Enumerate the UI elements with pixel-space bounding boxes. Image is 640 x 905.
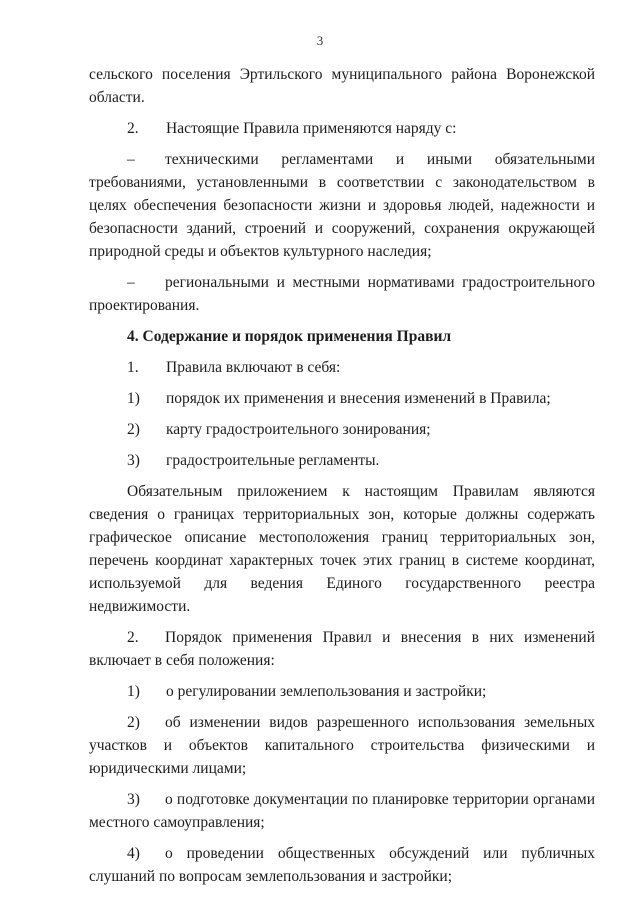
- list-item-dash-1: [89, 148, 595, 263]
- provision-item: [89, 680, 595, 703]
- provision-first-line: об изменении видов разрешенного использования земельных: [165, 714, 595, 731]
- section-point-1: [89, 356, 595, 379]
- provision-number: 1): [127, 683, 140, 700]
- section-point-number: 2.: [127, 629, 139, 646]
- list-item-continuation: требованиями, установленными в соответствии с законодательством в целях обеспечения безопасности жизни и здоровья людей, надежности и безопасности зданий, строений и сооружений, сохранения окружающей природной среды и объектов культурного наследия;: [89, 174, 595, 260]
- list-item-number: 1): [127, 390, 140, 407]
- provision-item: [89, 788, 595, 834]
- paragraph-2-text: Настоящие Правила применяются наряду с:: [166, 120, 457, 137]
- list-item: [89, 418, 595, 441]
- list-item-continuation: проектирования.: [89, 297, 200, 314]
- provision-number: 2): [127, 714, 140, 731]
- dash-marker: –: [127, 274, 135, 291]
- paragraph-2-number: 2.: [127, 120, 139, 137]
- list-item-text: порядок их применения и внесения изменений в Правила;: [166, 390, 551, 407]
- section-point-continuation: включает в себя положения:: [89, 652, 275, 669]
- list-item-text: градостроительные регламенты.: [166, 452, 380, 469]
- paragraph-appendix: Обязательным приложением к настоящим Правилам являются сведения о границах территориальных зон, которые должны содержать графическое описание местоположения границ территориальных зон, перечень координат характерных точек этих границ в системе координат, используемой для ведения Единого государственного реестра недвижимости.: [89, 483, 595, 615]
- paragraph-2: [89, 117, 595, 140]
- list-item-dash-2: [89, 271, 595, 317]
- section-point-text: Правила включают в себя:: [166, 359, 341, 376]
- list-item-first-line: региональными и местными нормативами градостроительного: [165, 274, 595, 291]
- dash-marker: –: [127, 151, 135, 168]
- provision-number: 4): [127, 845, 140, 862]
- document-body: [89, 63, 595, 896]
- provision-item: [89, 711, 595, 780]
- provision-number: 3): [127, 791, 140, 808]
- provision-first-line: о подготовке документации по планировке территории органами: [165, 791, 595, 808]
- section-point-2: [89, 626, 595, 672]
- provision-continuation: участков и объектов капитального строительства физическими и юридическими лицами;: [89, 737, 595, 777]
- provision-continuation: местного самоуправления;: [89, 814, 265, 831]
- provision-continuation: слушаний по вопросам землепользования и застройки;: [89, 868, 453, 885]
- section-point-first-line: Порядок применения Правил и внесения в них изменений: [165, 629, 595, 646]
- list-item-text: карту градостроительного зонирования;: [166, 421, 431, 438]
- list-item-number: 2): [127, 421, 140, 438]
- list-item: [89, 387, 595, 410]
- paragraph-intro: сельского поселения Эртильского муниципального района Воронежской области.: [89, 66, 595, 106]
- section-point-number: 1.: [127, 359, 139, 376]
- list-item-number: 3): [127, 452, 140, 469]
- provision-item: [89, 842, 595, 888]
- list-item: [89, 449, 595, 472]
- provision-text: о регулировании землепользования и застройки;: [166, 683, 487, 700]
- section-heading: 4. Содержание и порядок применения Правил: [127, 328, 452, 345]
- provision-first-line: о проведении общественных обсуждений или публичных: [165, 845, 595, 862]
- page-number: 3: [316, 33, 324, 48]
- list-item-first-line: техническими регламентами и иными обязательными: [165, 151, 595, 168]
